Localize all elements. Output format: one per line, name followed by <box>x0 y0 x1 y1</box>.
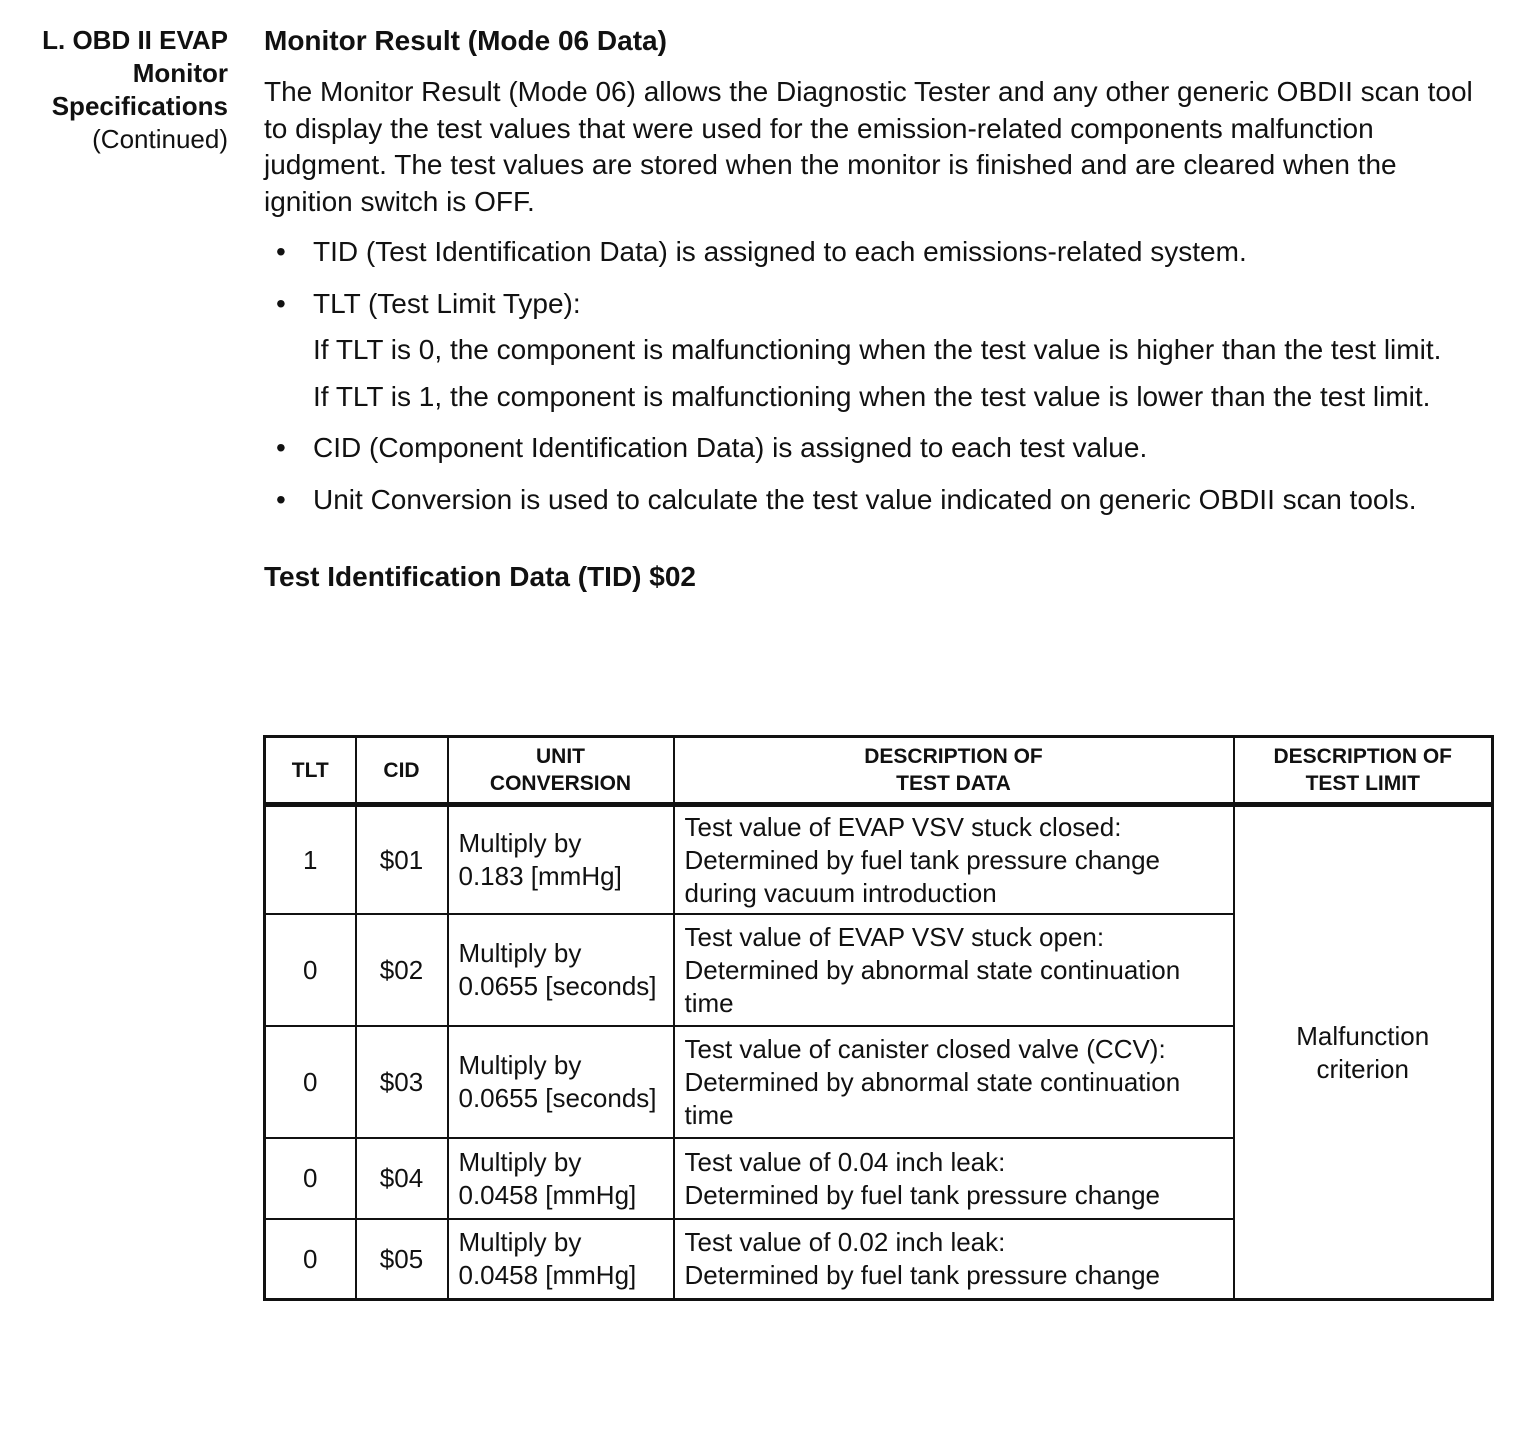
cell-tlt: 0 <box>265 1026 356 1138</box>
cell-description <box>674 1138 1234 1219</box>
side-heading <box>20 24 228 156</box>
cell-description <box>674 914 1234 1026</box>
unit-text: Multiply by <box>458 1146 582 1177</box>
cell-description <box>674 1219 1234 1300</box>
header-description-test-data <box>674 737 1234 805</box>
intro-paragraph: The Monitor Result (Mode 06) allows the Diagnostic Tester and any other generic OBDII scan tool to display the test values that were used for the emission-related components malfunction judgment. The test values are stored when the monitor is finished and are cleared when the ignition switch is OFF. <box>264 76 1473 217</box>
table-header-row <box>265 737 1493 805</box>
unit-value: 0.0458 [mmHg] <box>458 1179 637 1210</box>
header-tlt: TLT <box>265 737 356 805</box>
side-heading-line3: Specifications <box>51 91 228 121</box>
description-detail: Determined by fuel tank pressure change <box>684 1179 1160 1210</box>
bullet-item <box>264 286 1443 416</box>
unit-value: 0.0655 [seconds] <box>458 1083 657 1113</box>
cell-cid: $04 <box>356 1138 448 1219</box>
header-cid: CID <box>356 737 448 805</box>
section-title: Monitor Result (Mode 06 Data) <box>264 25 667 56</box>
cell-tlt: 1 <box>265 805 356 915</box>
bullet-item <box>264 430 1443 467</box>
unit-text: Multiply by <box>458 1227 582 1257</box>
header-desc-data-line1: DESCRIPTION OF <box>864 745 1043 768</box>
description-title: Test value of EVAP VSV stuck open: <box>684 921 1105 952</box>
description-title: Test value of canister closed valve (CCV): <box>684 1033 1166 1064</box>
side-heading-line1: L. OBD II EVAP <box>42 25 228 55</box>
cell-tlt: 0 <box>265 1138 356 1219</box>
cell-cid: $05 <box>356 1219 448 1300</box>
bullet-subtext: If TLT is 0, the component is malfunctioning when the test value is higher than the test limit. <box>313 334 1442 365</box>
description-detail: Determined by fuel tank pressure change <box>684 1260 1160 1290</box>
cell-tlt: 0 <box>265 914 356 1026</box>
unit-value: 0.0655 [seconds] <box>458 971 657 1001</box>
header-description-test-limit <box>1234 737 1493 805</box>
bullet-icon: • <box>276 483 286 515</box>
description-title: Test value of EVAP VSV stuck closed: <box>684 811 1122 842</box>
bullet-text: Unit Conversion is used to calculate the test value indicated on generic OBDII scan tools. <box>313 483 1417 515</box>
cell-test-limit <box>1234 805 1493 1300</box>
table-row <box>265 805 1493 915</box>
description-detail: Determined by abnormal state continuation time <box>684 954 1181 1018</box>
header-desc-data-line2: TEST DATA <box>896 772 1011 795</box>
bullet-icon: • <box>276 236 286 267</box>
cell-description <box>674 1026 1234 1138</box>
header-desc-limit-line1: DESCRIPTION OF <box>1273 745 1452 768</box>
unit-text: Multiply by <box>458 828 582 858</box>
bullet-list <box>264 234 1504 518</box>
cell-cid: $01 <box>356 805 448 915</box>
cell-unit-conversion <box>448 1219 674 1300</box>
header-unit-line2: CONVERSION <box>489 772 632 795</box>
cell-tlt: 0 <box>265 1219 356 1300</box>
header-desc-limit-line2: TEST LIMIT <box>1305 772 1420 795</box>
cell-cid: $02 <box>356 914 448 1026</box>
description-detail: Determined by abnormal state continuation time <box>684 1066 1181 1130</box>
description-title: Test value of 0.02 inch leak: <box>684 1227 1006 1257</box>
side-heading-line2: Monitor <box>132 58 228 88</box>
cell-unit-conversion <box>448 805 674 915</box>
side-heading-continued: (Continued) <box>92 124 228 154</box>
test-limit-line1: Malfunction <box>1296 1020 1430 1051</box>
bullet-icon: • <box>276 432 286 463</box>
main-content <box>264 22 1504 596</box>
header-unit-line1: UNIT <box>536 745 585 768</box>
unit-value: 0.0458 [mmHg] <box>458 1260 637 1290</box>
bullet-item <box>264 234 1443 271</box>
table-title: Test Identification Data (TID) $02 <box>264 561 696 592</box>
unit-text: Multiply by <box>458 938 582 968</box>
cell-unit-conversion <box>448 1026 674 1138</box>
cell-description <box>674 805 1234 915</box>
description-detail: Determined by fuel tank pressure change during vacuum introduction <box>684 844 1160 908</box>
bullet-icon: • <box>276 287 286 319</box>
cell-cid: $03 <box>356 1026 448 1138</box>
cell-unit-conversion <box>448 914 674 1026</box>
test-limit-line2: criterion <box>1316 1053 1409 1084</box>
tid-table <box>263 735 1494 1301</box>
cell-unit-conversion <box>448 1138 674 1219</box>
description-title: Test value of 0.04 inch leak: <box>684 1146 1006 1177</box>
bullet-text: CID (Component Identification Data) is assigned to each test value. <box>313 432 1148 463</box>
bullet-text: TLT (Test Limit Type): <box>313 287 581 319</box>
unit-value: 0.183 [mmHg] <box>458 861 622 891</box>
bullet-text: TID (Test Identification Data) is assigned to each emissions-related system. <box>313 236 1247 267</box>
bullet-subtext: If TLT is 1, the component is malfunctioning when the test value is lower than the test limit. <box>313 380 1431 412</box>
bullet-item <box>264 482 1443 519</box>
unit-text: Multiply by <box>458 1050 582 1080</box>
header-unit-conversion <box>448 737 674 805</box>
